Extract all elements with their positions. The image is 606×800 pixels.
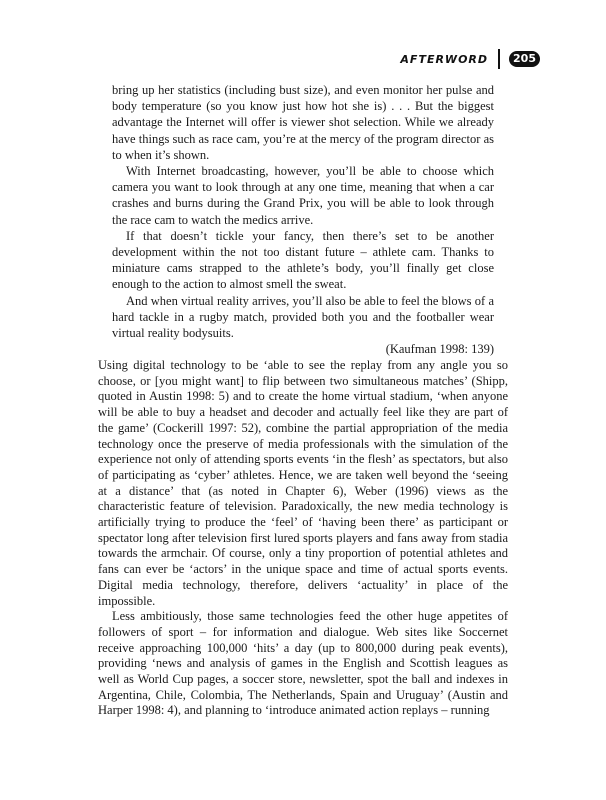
section-title: AFTERWORD [400, 52, 489, 66]
quote-paragraph: And when virtual reality arrives, you’ll also be able to feel the blows of a hard tackle in a rugby match, provided both you and the footballer wear virtual reality bodysuits. [112, 293, 494, 341]
page-number: 205 [509, 51, 540, 67]
quote-paragraph: With Internet broadcasting, however, you’ll be able to choose which camera you want to look through at any one time, meaning that when a car crashes and burns during the Grand Prix, you will be able to look through the race cam to watch the medics arrive. [112, 164, 494, 227]
body-paragraph: Using digital technology to be ‘able to see the replay from any angle you so choose, or [you might want] to flip between two simultaneous matches’ (Shipp, quoted in Austin 1998: 5) and to create the home virtual stadium, ‘when anyone will be able to buy a headset and decoder and actually feel like they are part of the game’ (Cockerill 1997: 52), combine the partial appropriation of the media technology once the preserve of media professionals with the simulation of the experience not only of attending sports events ‘in the flesh’ as spectators, but also of participating as ‘cyber’ athletes. Hence, we are taken well beyond the ‘seeing at a distance’ that (as noted in Chapter 6), Weber (1996) views as the characteristic feature of television. Paradoxically, the new media technology is artificially trying to produce the ‘feel’ of ‘having been there’ as participant or spectator long after television first lured sports players and fans away from stadia towards the armchair. Of course, only a tiny proportion of potential athletes and fans can ever be ‘actors’ in the unique space and time of actual sports events. Digital media technology, therefore, delivers ‘actuality’ in place of the impossible. [98, 358, 508, 608]
header-divider [498, 49, 500, 69]
block-quote [112, 82, 494, 357]
quote-paragraph: bring up her statistics (including bust size), and even monitor her pulse and body temperature (so you know just how hot she is) . . . But the biggest advantage the Internet will offer is viewer shot selection. While we already have things such as race cam, you’re at the mercy of the program director as to when it’s shown. [112, 83, 494, 162]
body-text [98, 358, 508, 719]
running-header [400, 47, 540, 71]
quote-citation: (Kaufman 1998: 139) [385, 342, 494, 357]
quote-paragraph: If that doesn’t tickle your fancy, then there’s set to be another development within the not too distant future – athlete cam. Thanks to miniature cams strapped to the athlete’s body, you’ll finally get close enough to the action to almost smell the sweat. [112, 228, 494, 292]
body-paragraph: Less ambitiously, those same technologies feed the other huge appetites of followers of sport – for information and dialogue. Web sites like Soccernet receive approaching 100,000 ‘hits’ a day (up to 800,000 during peak events), providing ‘news and analysis of games in the English and Scottish leagues as well as World Cup pages, a soccer store, newsletter, spot the ball and indexes in Argentina, Chile, Colombia, The Netherlands, Spain and Uruguay’ (Austin and Harper 1998: 4), and planning to ‘introduce animated action replays – running [98, 609, 508, 718]
